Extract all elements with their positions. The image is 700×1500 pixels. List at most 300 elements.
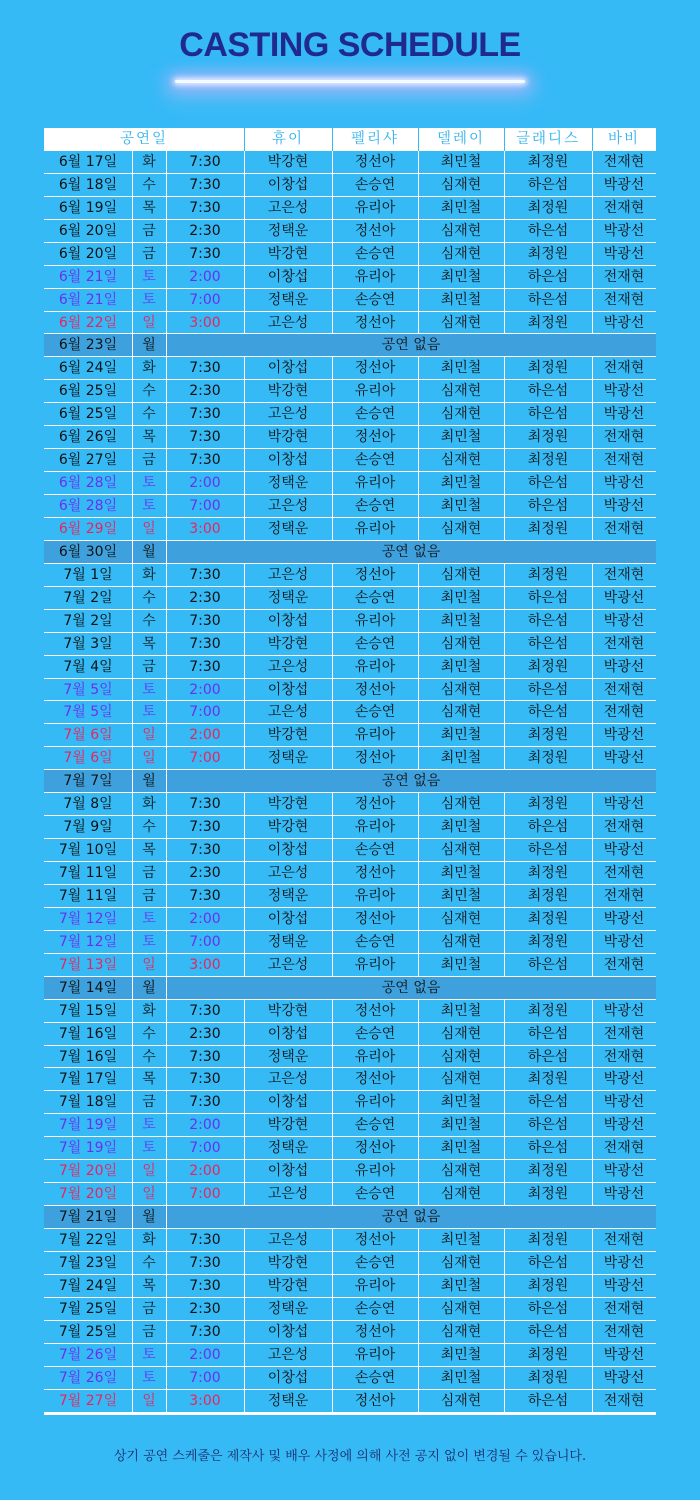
cell-cast: 심재현	[440, 245, 482, 262]
column-divider	[132, 1068, 133, 1090]
cell-cast: 박광선	[603, 589, 645, 606]
column-divider	[592, 1390, 593, 1412]
cell-day: 토	[142, 475, 156, 492]
cell-cast: 하은섬	[527, 498, 569, 514]
cell-cast: 전재현	[603, 704, 645, 721]
cell-day: 금	[142, 1094, 156, 1111]
column-divider	[592, 724, 593, 746]
cell-date: 6월 24일	[58, 360, 118, 377]
cell-cast: 손승연	[354, 452, 396, 469]
column-divider	[504, 518, 505, 540]
cell-no-show: 공연 없음	[381, 979, 441, 996]
column-divider	[504, 1023, 505, 1045]
cell-cast: 박광선	[603, 1071, 645, 1088]
table-row	[44, 931, 656, 954]
column-divider	[332, 472, 333, 494]
cell-cast: 전재현	[603, 1300, 645, 1317]
column-divider	[132, 1046, 133, 1068]
cell-time: 7:30	[189, 1002, 221, 1019]
column-divider	[592, 151, 593, 173]
cell-day: 토	[142, 1117, 156, 1134]
column-divider	[332, 1367, 333, 1389]
column-divider	[418, 380, 419, 402]
cell-day: 화	[142, 796, 156, 813]
column-divider	[332, 633, 333, 655]
cell-cast: 전재현	[603, 520, 645, 537]
table-row	[44, 954, 656, 977]
table-row	[44, 518, 656, 541]
column-divider	[418, 243, 419, 265]
cell-cast: 박강현	[267, 1002, 309, 1019]
cell-cast: 심재현	[440, 452, 482, 469]
column-divider	[592, 679, 593, 701]
column-divider	[332, 587, 333, 609]
cell-day: 일	[142, 727, 156, 744]
cell-cast: 최민철	[440, 1117, 482, 1134]
cell-date: 6월 17일	[58, 153, 118, 170]
column-divider	[332, 610, 333, 632]
cell-cast: 하은섬	[527, 635, 569, 652]
column-divider	[504, 1046, 505, 1068]
table-row-no-show	[44, 770, 656, 793]
cell-time: 2:00	[189, 1163, 221, 1180]
column-divider	[592, 656, 593, 678]
column-divider	[132, 289, 133, 311]
cell-cast: 전재현	[603, 1048, 645, 1065]
cell-cast: 정택운	[267, 520, 309, 537]
cell-cast: 최민철	[440, 727, 482, 744]
column-divider	[504, 449, 505, 471]
column-divider	[418, 931, 419, 953]
column-divider	[132, 1160, 133, 1182]
column-divider	[418, 839, 419, 861]
cell-cast: 정택운	[267, 1392, 309, 1409]
cell-date: 7월 26일	[58, 1346, 118, 1363]
cell-date: 6월 30일	[58, 543, 118, 560]
column-divider	[504, 174, 505, 196]
column-divider	[418, 518, 419, 540]
cell-cast: 심재현	[440, 1071, 482, 1088]
table-row	[44, 403, 656, 426]
table-row	[44, 816, 656, 839]
cell-date: 6월 22일	[58, 314, 118, 331]
cell-cast: 유리아	[354, 1163, 396, 1180]
column-divider	[132, 931, 133, 953]
cell-cast: 박광선	[603, 1094, 645, 1111]
column-divider	[418, 862, 419, 884]
column-divider	[592, 174, 593, 196]
column-divider	[132, 266, 133, 288]
table-row	[44, 564, 656, 587]
cell-time: 7:30	[189, 658, 221, 675]
column-divider	[592, 426, 593, 448]
cell-cast: 최정원	[527, 658, 569, 675]
cell-day: 토	[142, 291, 156, 308]
column-divider	[132, 243, 133, 265]
column-divider	[592, 472, 593, 494]
cell-cast: 정택운	[267, 1048, 309, 1065]
cell-time: 3:00	[189, 520, 221, 537]
column-divider	[504, 1114, 505, 1136]
cell-cast: 정선아	[354, 1232, 396, 1248]
cell-date: 7월 21일	[58, 1209, 118, 1226]
cell-cast: 전재현	[603, 635, 645, 652]
cell-time: 3:00	[189, 1392, 221, 1409]
cell-time: 7:30	[189, 612, 221, 629]
cell-cast: 고은성	[267, 704, 309, 721]
cell-time: 7:30	[189, 406, 221, 423]
cell-cast: 최민철	[440, 750, 482, 767]
table-row-no-show	[44, 541, 656, 564]
table-row	[44, 839, 656, 862]
column-divider	[132, 1298, 133, 1320]
cell-cast: 하은섬	[527, 406, 569, 423]
header-date: 공연일	[119, 131, 169, 147]
table-row	[44, 793, 656, 816]
cell-cast: 심재현	[440, 796, 482, 813]
cell-cast: 하은섬	[527, 1117, 569, 1134]
cell-cast: 박광선	[603, 933, 645, 950]
column-divider	[418, 449, 419, 471]
column-divider	[418, 1321, 419, 1343]
header-role-a: 휴이	[271, 131, 304, 147]
column-divider	[332, 426, 333, 448]
cell-day: 토	[142, 933, 156, 950]
cell-cast: 고은성	[267, 658, 309, 675]
cell-day: 월	[142, 337, 156, 354]
column-divider	[592, 1046, 593, 1068]
column-divider	[504, 380, 505, 402]
column-divider	[592, 1000, 593, 1022]
cell-cast: 고은성	[267, 1186, 309, 1203]
cell-time: 3:00	[189, 956, 221, 973]
table-row	[44, 724, 656, 747]
header-role-b: 펠리샤	[350, 131, 400, 147]
column-divider	[504, 1068, 505, 1090]
cell-date: 7월 18일	[58, 1094, 118, 1111]
cell-time: 7:30	[189, 153, 221, 170]
cell-cast: 최민철	[440, 429, 482, 446]
cell-cast: 전재현	[603, 956, 645, 973]
column-divider	[132, 633, 133, 655]
table-row	[44, 587, 656, 610]
cell-date: 7월 2일	[63, 612, 113, 629]
column-divider	[132, 747, 133, 769]
cell-cast: 최민철	[440, 498, 482, 514]
cell-cast: 심재현	[440, 520, 482, 537]
cell-date: 7월 5일	[63, 681, 113, 698]
cell-cast: 최민철	[440, 956, 482, 973]
column-divider	[418, 1298, 419, 1320]
column-divider	[592, 266, 593, 288]
column-divider	[132, 839, 133, 861]
cell-date: 7월 1일	[63, 566, 113, 583]
cell-cast: 박광선	[603, 1002, 645, 1019]
column-divider	[592, 449, 593, 471]
column-divider	[504, 403, 505, 425]
column-divider	[504, 564, 505, 586]
table-row	[44, 1023, 656, 1046]
cell-cast: 유리아	[354, 819, 396, 836]
cell-cast: 최정원	[527, 796, 569, 813]
cell-cast: 최민철	[440, 589, 482, 606]
column-divider	[332, 1160, 333, 1182]
column-divider	[332, 1321, 333, 1343]
cell-cast: 고은성	[267, 314, 309, 331]
column-divider	[418, 564, 419, 586]
column-divider	[132, 449, 133, 471]
cell-day: 화	[142, 1002, 156, 1019]
cell-date: 7월 25일	[58, 1323, 118, 1340]
column-divider	[332, 197, 333, 219]
cell-cast: 최민철	[440, 819, 482, 836]
table-row	[44, 747, 656, 770]
column-divider	[332, 931, 333, 953]
column-divider	[504, 426, 505, 448]
column-divider	[332, 449, 333, 471]
cell-date: 6월 28일	[58, 475, 118, 492]
cell-cast: 이창섭	[267, 612, 309, 629]
cell-cast: 하은섬	[527, 1048, 569, 1065]
column-divider	[592, 1252, 593, 1274]
cell-time: 3:00	[189, 314, 221, 331]
column-divider	[132, 1275, 133, 1297]
cell-cast: 고은성	[267, 1071, 309, 1088]
header-divider	[418, 128, 419, 151]
column-divider	[132, 495, 133, 517]
column-divider	[132, 679, 133, 701]
column-divider	[132, 564, 133, 586]
cell-cast: 최정원	[527, 360, 569, 377]
column-divider	[332, 220, 333, 242]
column-divider	[132, 174, 133, 196]
cell-cast: 전재현	[603, 819, 645, 836]
cell-time: 2:30	[189, 1025, 221, 1042]
cell-cast: 최정원	[527, 314, 569, 331]
cell-time: 2:30	[189, 1300, 221, 1317]
cell-cast: 유리아	[354, 1346, 396, 1363]
column-divider	[132, 380, 133, 402]
column-divider	[132, 1229, 133, 1251]
column-divider	[504, 1183, 505, 1205]
cell-date: 7월 9일	[63, 819, 113, 836]
cell-cast: 박광선	[603, 383, 645, 400]
column-divider	[332, 954, 333, 976]
cell-day: 화	[142, 360, 156, 377]
column-divider	[592, 564, 593, 586]
cell-cast: 최정원	[527, 727, 569, 744]
table-row	[44, 1275, 656, 1298]
column-divider	[592, 289, 593, 311]
cell-cast: 하은섬	[527, 222, 569, 239]
cell-cast: 심재현	[440, 681, 482, 698]
column-divider	[592, 1023, 593, 1045]
column-divider	[504, 1000, 505, 1022]
cell-cast: 정선아	[354, 222, 396, 239]
cell-date: 7월 17일	[58, 1071, 118, 1088]
cell-cast: 고은성	[267, 956, 309, 973]
cell-cast: 하은섬	[527, 842, 569, 859]
cell-cast: 박광선	[603, 222, 645, 239]
column-divider	[132, 885, 133, 907]
column-divider	[332, 1183, 333, 1205]
cell-cast: 손승연	[354, 842, 396, 859]
column-divider	[418, 1229, 419, 1251]
cell-cast: 박강현	[267, 796, 309, 813]
cell-cast: 최정원	[527, 199, 569, 216]
cell-cast: 박광선	[603, 1163, 645, 1180]
cell-cast: 손승연	[354, 635, 396, 652]
column-divider	[332, 679, 333, 701]
cell-cast: 손승연	[354, 704, 396, 721]
cell-cast: 전재현	[603, 199, 645, 216]
page-title: CASTING SCHEDULE	[179, 26, 521, 64]
cell-date: 7월 11일	[58, 865, 118, 881]
cell-day: 목	[142, 1071, 156, 1088]
cell-time: 7:30	[189, 796, 221, 813]
cell-cast: 심재현	[440, 1048, 482, 1065]
column-divider	[504, 1091, 505, 1113]
cell-date: 6월 20일	[58, 245, 118, 262]
cell-cast: 유리아	[354, 727, 396, 744]
cell-cast: 정선아	[354, 566, 396, 583]
column-divider	[418, 1390, 419, 1412]
cell-cast: 심재현	[440, 1323, 482, 1340]
cell-cast: 박광선	[603, 750, 645, 767]
column-divider	[592, 1183, 593, 1205]
cell-cast: 박광선	[603, 796, 645, 813]
cell-date: 6월 25일	[58, 383, 118, 400]
cell-cast: 박강현	[267, 1277, 309, 1294]
column-divider	[592, 357, 593, 379]
cell-cast: 최민철	[440, 475, 482, 492]
table-row	[44, 289, 656, 312]
cell-cast: 이창섭	[267, 842, 309, 859]
column-divider	[332, 724, 333, 746]
cell-cast: 심재현	[440, 635, 482, 652]
cell-cast: 심재현	[440, 842, 482, 859]
cell-cast: 최민철	[440, 887, 482, 904]
column-divider	[332, 380, 333, 402]
cell-date: 6월 29일	[58, 520, 118, 537]
column-divider	[132, 908, 133, 930]
cell-time: 7:00	[189, 498, 221, 514]
column-divider	[132, 357, 133, 379]
cell-cast: 전재현	[603, 1025, 645, 1042]
cell-cast: 최민철	[440, 153, 482, 170]
cell-cast: 정선아	[354, 1392, 396, 1409]
cell-date: 7월 25일	[58, 1300, 118, 1317]
cell-cast: 최정원	[527, 1071, 569, 1088]
table-row-no-show	[44, 1206, 656, 1229]
cell-cast: 손승연	[354, 1300, 396, 1317]
cell-day: 일	[142, 314, 156, 331]
column-divider	[418, 656, 419, 678]
cell-cast: 유리아	[354, 383, 396, 400]
cell-cast: 최정원	[527, 153, 569, 170]
table-row	[44, 1390, 656, 1413]
cell-day: 토	[142, 498, 156, 514]
column-divider	[504, 931, 505, 953]
table-row	[44, 1252, 656, 1275]
column-divider	[592, 1091, 593, 1113]
cell-cast: 심재현	[440, 1163, 482, 1180]
cell-day: 일	[142, 1186, 156, 1203]
cell-cast: 심재현	[440, 1392, 482, 1409]
column-divider	[132, 977, 133, 999]
column-divider	[132, 334, 133, 356]
cell-time: 7:30	[189, 452, 221, 469]
column-divider	[592, 954, 593, 976]
column-divider	[132, 1321, 133, 1343]
column-divider	[592, 1160, 593, 1182]
cell-day: 월	[142, 543, 156, 560]
column-divider	[132, 1023, 133, 1045]
cell-cast: 최민철	[440, 199, 482, 216]
cell-cast: 고은성	[267, 566, 309, 583]
column-divider	[418, 816, 419, 838]
cell-date: 7월 15일	[58, 1002, 118, 1019]
cell-date: 7월 20일	[58, 1186, 118, 1203]
cell-date: 7월 2일	[63, 589, 113, 606]
cell-date: 7월 27일	[58, 1392, 118, 1409]
cell-day: 수	[142, 1025, 156, 1042]
table-row	[44, 656, 656, 679]
cell-cast: 심재현	[440, 704, 482, 721]
cell-cast: 심재현	[440, 1254, 482, 1271]
cell-date: 7월 5일	[63, 704, 113, 721]
cell-date: 7월 19일	[58, 1117, 118, 1134]
cell-time: 2:30	[189, 222, 221, 239]
column-divider	[332, 839, 333, 861]
cell-cast: 손승연	[354, 406, 396, 423]
cell-cast: 고은성	[267, 1232, 309, 1248]
cell-date: 7월 10일	[58, 842, 118, 859]
table-row	[44, 220, 656, 243]
column-divider	[592, 747, 593, 769]
table-row	[44, 701, 656, 724]
cell-day: 금	[142, 245, 156, 262]
column-divider	[332, 564, 333, 586]
column-divider	[332, 862, 333, 884]
column-divider	[418, 610, 419, 632]
column-divider	[592, 380, 593, 402]
column-divider	[592, 862, 593, 884]
cell-cast: 전재현	[603, 291, 645, 308]
column-divider	[504, 197, 505, 219]
column-divider	[504, 793, 505, 815]
cell-cast: 박강현	[267, 383, 309, 400]
cell-cast: 정택운	[267, 222, 309, 239]
table-body	[44, 151, 656, 1413]
column-divider	[592, 587, 593, 609]
column-divider	[132, 701, 133, 723]
column-divider	[504, 1137, 505, 1159]
column-divider	[132, 312, 133, 334]
column-divider	[132, 587, 133, 609]
column-divider	[132, 1183, 133, 1205]
column-divider	[592, 495, 593, 517]
cell-day: 금	[142, 222, 156, 239]
cell-cast: 최민철	[440, 1277, 482, 1294]
cell-cast: 정선아	[354, 681, 396, 698]
cell-cast: 박광선	[603, 727, 645, 744]
cell-time: 7:00	[189, 1369, 221, 1386]
cell-date: 7월 19일	[58, 1140, 118, 1157]
cell-cast: 정선아	[354, 1071, 396, 1088]
header-divider	[244, 128, 245, 151]
table-row	[44, 312, 656, 335]
